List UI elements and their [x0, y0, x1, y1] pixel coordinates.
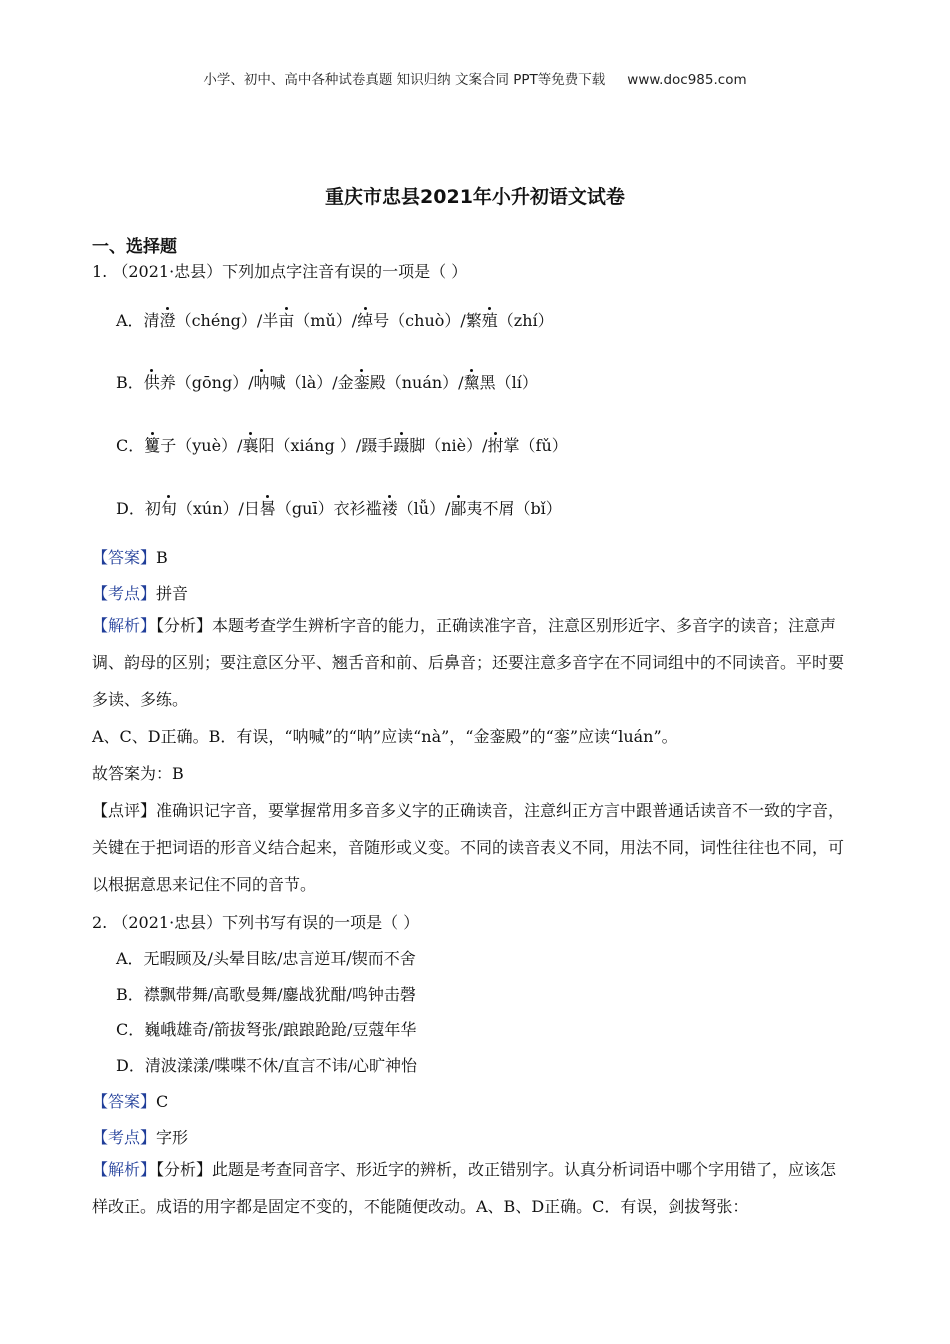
analysis-text: 【分析】本题考查学生辨析字音的能力，正确读准字音，注意区别形近字、多音字的读音；注意声调、韵母的区别；要注意区分平、翘舌音和前、后鼻音；还要注意多音字在不同词组中的不同读音。平时要多读、多练。	[92, 616, 845, 709]
option-text: 喊（là）/金	[269, 373, 354, 392]
answer-value: C	[156, 1092, 169, 1111]
answer-tag: 【答案】	[92, 1092, 157, 1111]
option-text: C．	[116, 436, 145, 455]
page-header	[0, 68, 950, 88]
dotted-character: 亩	[278, 311, 295, 330]
option-text: 号（chuò）/繁	[373, 311, 482, 330]
question-1-answer	[92, 545, 168, 568]
option-text: 脚（niè）/	[409, 436, 488, 455]
dotted-character: 拊	[487, 436, 504, 455]
option-text: （guī）衣衫褴	[275, 499, 382, 518]
option-text: 殿（nuán）/	[369, 373, 464, 392]
question-1-option-a	[116, 308, 554, 331]
option-text: 养（gōng）/	[159, 373, 254, 392]
question-1-option-d	[116, 496, 562, 519]
dotted-character: 澄	[159, 311, 176, 330]
dotted-character: 銮	[353, 373, 370, 392]
dotted-character: 襄	[242, 436, 259, 455]
dotted-character: 殖	[481, 311, 498, 330]
question-1-comment: 【点评】准确识记字音，要掌握常用多音多义字的正确读音，注意纠正方言中跟普通话读音不一致的字音，关键在于把词语的形音义结合起来，音随形或义变。不同的读音表义不同，用法不同，词性往往也不同，可以根据意思来记住不同的音节。	[92, 801, 845, 894]
option-text: 黑（lí）	[479, 373, 538, 392]
section-heading: 一、选择题	[92, 237, 177, 257]
question-1-option-c	[116, 433, 568, 456]
option-text: B．	[116, 373, 144, 392]
option-text: （chéng）/半	[175, 311, 279, 330]
option-text: A．清	[116, 311, 160, 330]
option-text: 子（yuè）/	[160, 436, 243, 455]
question-1-option-b	[116, 370, 538, 393]
option-text: 夷不屑（bǐ）	[466, 499, 562, 518]
question-1-final: 故答案为：B	[92, 764, 184, 783]
question-2-analysis	[92, 1151, 850, 1225]
dotted-character: 蹑	[393, 436, 410, 455]
dotted-character: 褛	[381, 499, 398, 518]
answer-tag: 【答案】	[92, 548, 157, 567]
point-value: 字形	[156, 1128, 189, 1147]
question-1-explain: A、C、D正确。B．有误，“呐喊”的“呐”应读“nà”，“金銮殿”的“銮”应读“luán”。	[92, 727, 678, 746]
dotted-character: 黧	[463, 373, 480, 392]
page-title: 重庆市忠县2021年小升初语文试卷	[325, 186, 625, 208]
option-text: （zhí）	[497, 311, 554, 330]
point-tag: 【考点】	[92, 1128, 157, 1147]
answer-value: B	[156, 548, 168, 567]
option-text: 掌（fǔ）	[503, 436, 568, 455]
question-2-point	[92, 1125, 188, 1148]
option-text: （xún）/日	[176, 499, 260, 518]
dotted-character: 鄙	[450, 499, 467, 518]
dotted-character: 晷	[259, 499, 276, 518]
point-value: 拼音	[156, 584, 189, 603]
analysis-text: 【分析】此题是考查同音字、形近字的辨析，改正错别字。认真分析词语中哪个字用错了，应该怎样改正。成语的用字都是固定不变的，不能随便改动。A、B、D正确。C．有误，剑拔弩张：	[92, 1160, 837, 1216]
question-2-answer	[92, 1089, 168, 1112]
question-1-point	[92, 581, 188, 604]
option-text: （mǔ）/	[294, 311, 358, 330]
question-2-option-d: D．清波漾漾/喋喋不休/直言不讳/心旷神怡	[116, 1056, 418, 1075]
option-text: 阳（xiáng ）/蹑手	[258, 436, 394, 455]
header-text: 小学、初中、高中各种试卷真题 知识归纳 文案合同 PPT等免费下载	[203, 72, 606, 88]
question-2-option-a: A．无暇顾及/头晕目眩/忠言逆耳/锲而不舍	[116, 949, 416, 968]
point-tag: 【考点】	[92, 584, 157, 603]
analysis-tag: 【解析】	[92, 1160, 157, 1179]
dotted-character: 呐	[253, 373, 270, 392]
question-2-option-b: B．襟飘带舞/高歌曼舞/鏖战犹酣/鸣钟击磬	[116, 985, 416, 1004]
question-1-analysis	[92, 607, 850, 718]
header-url[interactable]: www.doc985.com	[627, 72, 747, 88]
dotted-character: 绰	[357, 311, 374, 330]
dotted-character: 籰	[144, 436, 161, 455]
analysis-tag: 【解析】	[92, 616, 157, 635]
option-text: D．初	[116, 499, 161, 518]
dotted-character: 旬	[160, 499, 177, 518]
question-1-stem: 1. （2021·忠县）下列加点字注音有误的一项是（ ）	[92, 262, 468, 281]
dotted-character: 供	[143, 373, 160, 392]
option-text: （lǚ）/	[397, 499, 451, 518]
question-2-stem: 2. （2021·忠县）下列书写有误的一项是（ ）	[92, 913, 420, 932]
question-2-option-c: C．巍峨雄奇/箭拔弩张/踉踉跄跄/豆蔻年华	[116, 1020, 417, 1039]
